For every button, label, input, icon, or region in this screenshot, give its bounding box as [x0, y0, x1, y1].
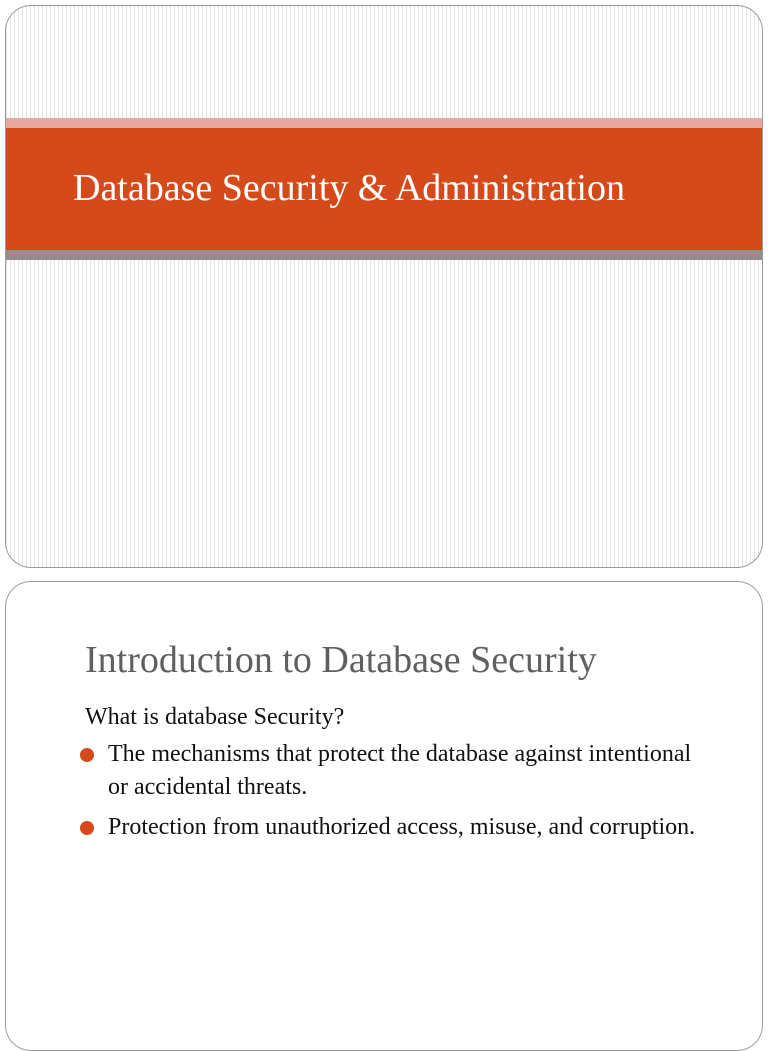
bullet-dot-icon — [80, 748, 94, 762]
title-band-bottom-stripe — [6, 250, 762, 260]
bullet-dot-icon — [80, 821, 94, 835]
bullet-item — [78, 811, 698, 844]
intro-heading: Introduction to Database Security — [85, 639, 597, 681]
slide-title: Database Security & Administration — [73, 167, 625, 209]
title-band-top-stripe — [6, 118, 762, 128]
intro-slide — [5, 581, 763, 1051]
title-slide — [5, 5, 763, 568]
bullet-text: Protection from unauthorized access, misuse, and corruption. — [108, 814, 696, 840]
bullet-text: The mechanisms that protect the database against intentional or accidental threats. — [108, 741, 692, 800]
bullet-list — [78, 738, 698, 851]
question-text: What is database Security? — [85, 704, 345, 730]
bullet-item — [78, 738, 698, 804]
